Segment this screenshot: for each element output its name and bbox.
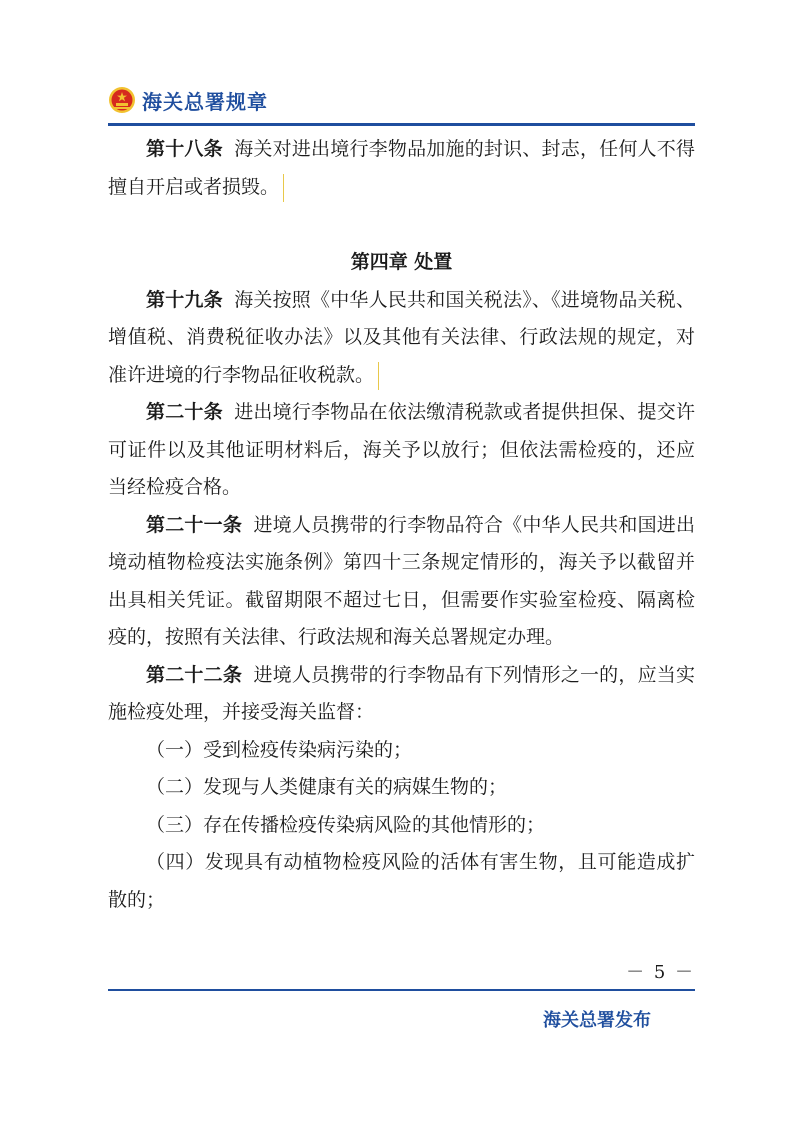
header-title: 海关总署规章 bbox=[142, 89, 268, 114]
text-cursor bbox=[378, 362, 379, 390]
national-emblem-icon bbox=[108, 86, 136, 114]
list-item: （三）存在传播检疫传染病风险的其他情形的； bbox=[146, 813, 546, 836]
document-header bbox=[108, 82, 268, 118]
document-body bbox=[108, 131, 695, 919]
article-text: 海关按照《中华人民共和国关税法》、《进境物品关税、增值税、消费税征收办法》以及其他有关法律、行政法规的规定，对准许进境的行李物品征收税款。 bbox=[108, 288, 695, 386]
footer-publisher: 海关总署发布 bbox=[543, 1010, 651, 1031]
article-text: 进境人员携带的行李物品符合《中华人民共和国进出境动植物检疫法实施条例》第四十三条规定情形的，海关予以截留并出具相关凭证。截留期限不超过七日，但需要作实验室检疫、隔离检疫的，按照有关法律、行政法规和海关总署规定办理。 bbox=[108, 513, 695, 648]
chapter-heading: 第四章 处置 bbox=[350, 251, 453, 273]
article-number: 第二十一条 bbox=[146, 513, 243, 536]
article-22 bbox=[108, 657, 695, 732]
article-19 bbox=[108, 282, 695, 395]
article-20 bbox=[108, 394, 695, 507]
article-text: 进出境行李物品在依法缴清税款或者提供担保、提交许可证件以及其他证明材料后，海关予以放行；但依法需检疫的，还应当经检疫合格。 bbox=[108, 401, 695, 498]
list-item: （四）发现具有动植物检疫风险的活体有害生物，且可能造成扩散的； bbox=[108, 851, 695, 911]
list-item: （一）受到检疫传染病污染的； bbox=[146, 738, 413, 761]
article-text: 海关对进出境行李物品加施的封识、封志，任何人不得擅自开启或者损毁。 bbox=[108, 138, 695, 198]
article-21 bbox=[108, 507, 695, 657]
article-text: 进境人员携带的行李物品有下列情形之一的，应当实施检疫处理，并接受海关监督： bbox=[108, 663, 695, 723]
page-number: － 5 － bbox=[626, 962, 695, 983]
list-item: （二）发现与人类健康有关的病媒生物的； bbox=[146, 776, 508, 798]
article-number: 第十八条 bbox=[146, 138, 223, 160]
article-18 bbox=[108, 131, 695, 206]
article-number: 第十九条 bbox=[146, 288, 223, 311]
article-number: 第二十条 bbox=[146, 401, 223, 423]
header-divider bbox=[108, 123, 695, 126]
article-number: 第二十二条 bbox=[146, 663, 243, 686]
footer-divider bbox=[108, 989, 695, 991]
text-cursor bbox=[283, 174, 284, 202]
